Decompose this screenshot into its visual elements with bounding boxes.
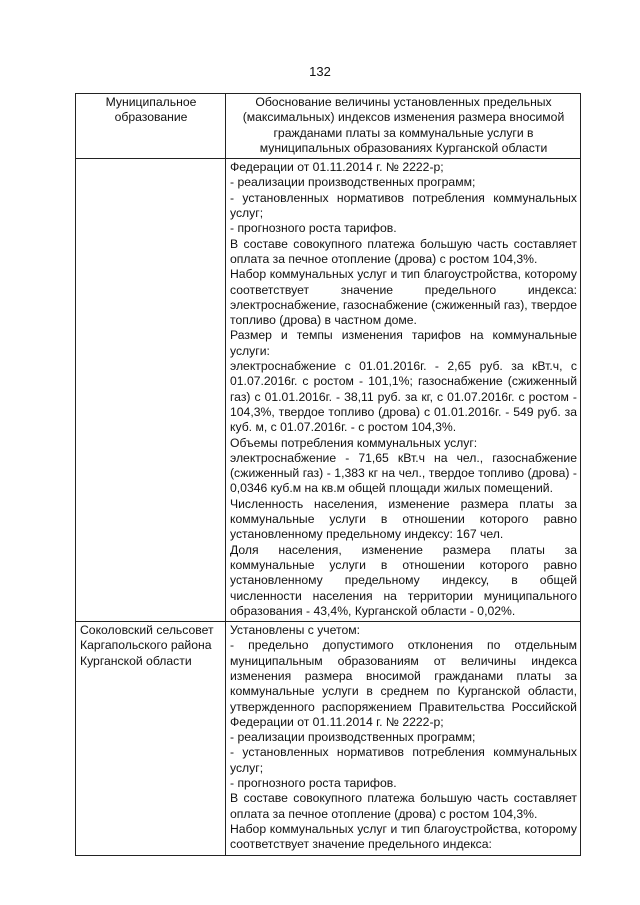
text-line: - установленных нормативов потребления коммунальных услуг; [230, 745, 577, 775]
table-header-row [76, 94, 581, 159]
justification-table [75, 93, 581, 856]
text-line: - реализации производственных программ; [230, 730, 476, 745]
text-line: В составе совокупного платежа большую часть составляет оплата за печное отопление (дрова) с ростом 104,3%. [230, 791, 577, 821]
text-line: - прогнозного роста тарифов. [230, 776, 397, 791]
text-line: - предельно допустимого отклонения по отдельным муниципальным образованиям от величины индекса изменения размера вносимой гражданами платы за коммунальные услуги в среднем по Курганской области, утвержденного распоряжением Правительства Российской Федерации от 01.11.2014 г. № 2222-р; [230, 638, 577, 729]
text-line: Набор коммунальных услуг и тип благоустройства, которому соответствует значение предельного индекса: [230, 821, 577, 852]
text-line: Федерации от 01.11.2014 г. № 2222-р; [230, 160, 444, 175]
text-line: - установленных нормативов потребления коммунальных услуг; [230, 190, 577, 221]
page-number: 132 [309, 64, 331, 79]
text-line: электроснабжение - 71,65 кВт.ч на чел., газоснабжение (сжиженный газ) - 1,383 кг на чел., твердое топливо (дрова) - 0,0346 куб.м на кв.м общей площади жилых помещений. [230, 450, 577, 496]
table-row [76, 159, 581, 622]
text-line: Численность населения, изменение размера платы за коммунальные услуги в отношении которого равно установленному предельному индексу: 167 чел. [230, 496, 577, 542]
text-line: Набор коммунальных услуг и тип благоустройства, которому соответствует значение предельного индекса: электроснабжение, газоснабжение (сжиженный газ), твердое топливо (дрова) в частном доме. [230, 267, 577, 328]
text-line: Доля населения, изменение размера платы за коммунальные услуги в отношении которого равно установленному предельному индексу, в общей численности населения на территории муниципального образования - 43,4%, Курганской области - 0,02%. [230, 542, 577, 618]
text-line: - реализации производственных программ; [230, 175, 476, 190]
text-line: - прогнозного роста тарифов. [230, 221, 397, 236]
text-line: Размер и темпы изменения тарифов на коммунальные услуги: [230, 328, 577, 358]
header-municipality: Муниципальное образование [76, 94, 226, 159]
text-line: Установлены с учетом: [230, 623, 360, 638]
municipality-cell: Соколовский сельсовет Каргапольского района Курганской области [76, 622, 226, 855]
justification-cell [226, 622, 581, 855]
header-justification: Обоснование величины установленных предельных (максимальных) индексов изменения размера вносимой гражданами платы за коммунальные услуги в муниципальных образованиях Курганской области [226, 94, 581, 159]
municipality-cell [76, 159, 226, 622]
text-line: В составе совокупного платежа большую часть составляет оплата за печное отопление (дрова) с ростом 104,3%. [230, 236, 577, 266]
justification-cell [226, 159, 581, 622]
text-line: электроснабжение с 01.01.2016г. - 2,65 руб. за кВт.ч, с 01.07.2016г. с ростом - 101,1%; газоснабжение (сжиженный газ) с 01.01.2016г. - 38,11 руб. за кг, с 01.07.2016г. с ростом - 104,3%, твердое топливо (дрова) с 01.01.2016г. - 549 руб. за куб. м, с 01.07.2016г. - с ростом 104,3%. [230, 359, 577, 435]
table-row [76, 622, 581, 855]
text-line: Объемы потребления коммунальных услуг: [230, 435, 478, 450]
